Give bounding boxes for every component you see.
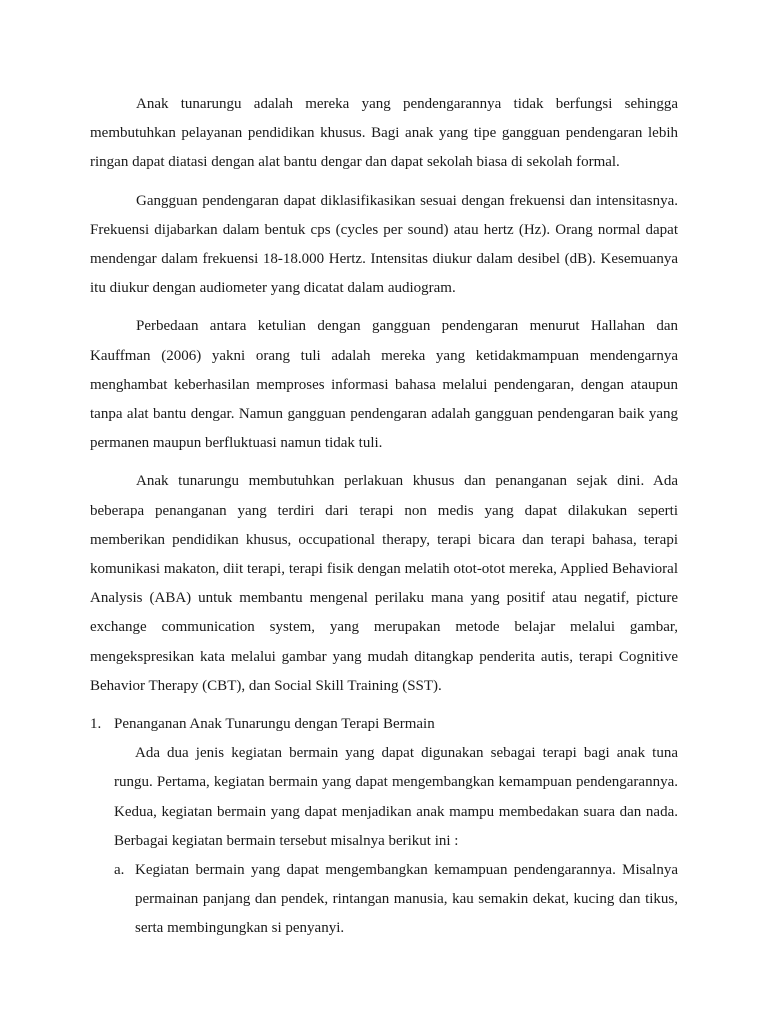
paragraph-3: Perbedaan antara ketulian dengan gangguan pendengaran menurut Hallahan dan Kauffman (2006) yakni orang tuli adalah mereka yang ketidakmampuan mendengarnya menghambat keberhasilan memproses informasi bahasa melalui pendengaran, dengan ataupun tanpa alat bantu dengar. Namun gangguan pendengaran adalah gangguan pendengaran baik yang permanen maupun berfluktuasi namun tidak tuli. — [90, 318, 678, 452]
document-body — [90, 90, 678, 944]
list-number: 1. — [90, 716, 102, 733]
paragraph-2: Gangguan pendengaran dapat diklasifikasikan sesuai dengan frekuensi dan intensitasnya. Frekuensi dijabarkan dalam bentuk cps (cycles per sound) atau hertz (Hz). Orang normal dapat mendengar dalam frekuensi 18-18.000 Hertz. Intensitas diukur dalam desibel (dB). Kesemuanya itu diukur dengan audiometer yang dicatat dalam audiogram. — [90, 192, 678, 297]
lettered-list-item-a — [114, 856, 678, 944]
list-letter: a. — [114, 862, 125, 879]
list-item-content — [114, 710, 678, 944]
section-heading: Penanganan Anak Tunarungu dengan Terapi Bermain — [114, 716, 435, 733]
numbered-list-item-1 — [90, 710, 678, 944]
paragraph-1: Anak tunarungu adalah mereka yang pendengarannya tidak berfungsi sehingga membutuhkan pelayanan pendidikan khusus. Bagi anak yang tipe gangguan pendengaran lebih ringan dapat diatasi dengan alat bantu dengar dan dapat sekolah biasa di sekolah formal. — [90, 96, 678, 171]
lettered-item-text: Kegiatan bermain yang dapat mengembangkan kemampuan pendengarannya. Misalnya permainan panjang dan pendek, rintangan manusia, kau semakin dekat, kucing dan tikus, serta membingungkan si penyanyi. — [135, 862, 678, 937]
paragraph-4: Anak tunarungu membutuhkan perlakuan khusus dan penanganan sejak dini. Ada beberapa penanganan yang terdiri dari terapi non medis yang dapat dilakukan seperti memberikan pendidikan khusus, occupational therapy, terapi bicara dan terapi bahasa, terapi komunikasi makaton, diit terapi, terapi fisik dengan melatih otot-otot mereka, Applied Behavioral Analysis (ABA) untuk membantu mengenal perilaku mana yang positif atau negatif, picture exchange communication system, yang merupakan metode belajar melalui gambar, mengekspresikan kata melalui gambar yang mudah ditangkap penderita autis, terapi Cognitive Behavior Therapy (CBT), dan Social Skill Training (SST). — [90, 473, 678, 694]
section-paragraph: Ada dua jenis kegiatan bermain yang dapat digunakan sebagai terapi bagi anak tuna rungu. Pertama, kegiatan bermain yang dapat mengembangkan kemampuan pendengarannya. Kedua, kegiatan bermain yang dapat menjadikan anak mampu membedakan suara dan nada. Berbagai kegiatan bermain tersebut misalnya berikut ini : — [114, 745, 678, 849]
